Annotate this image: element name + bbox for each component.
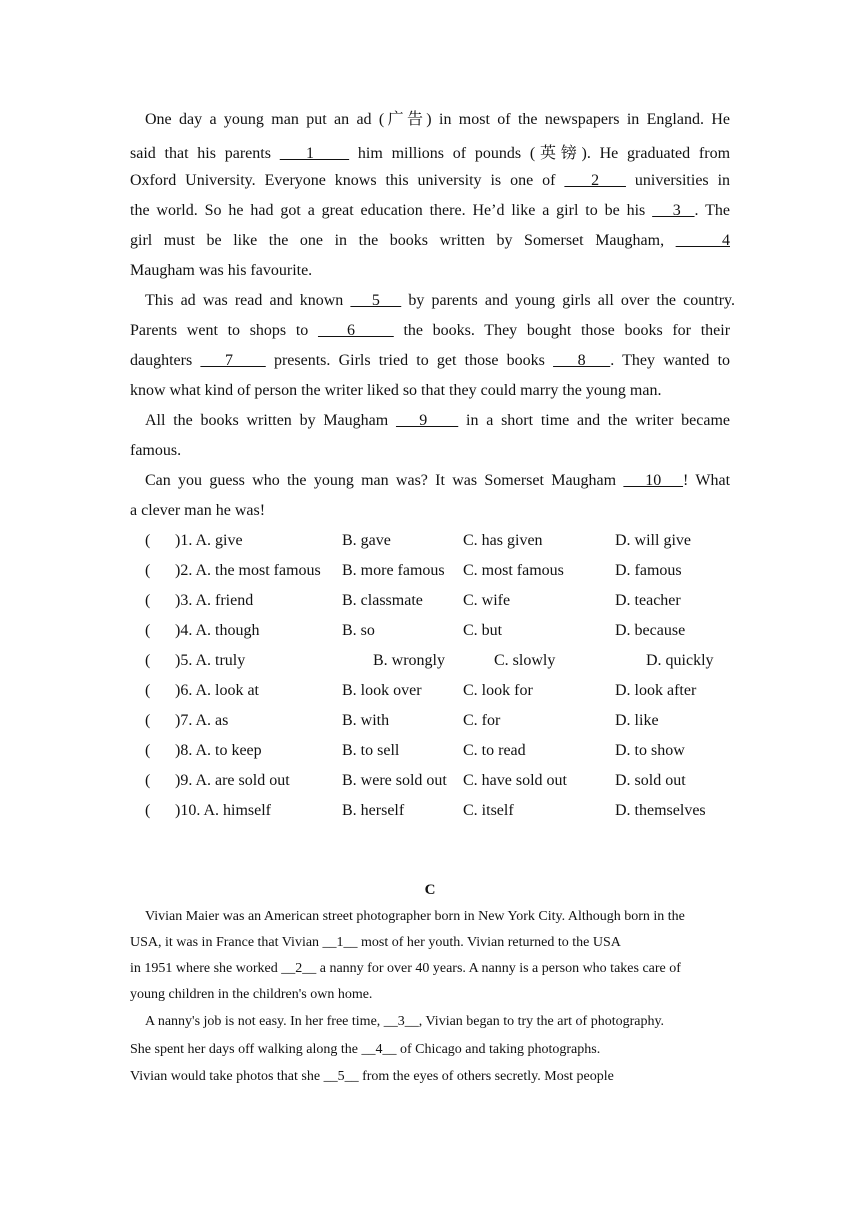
question-row: ( )4. A. though B. so C. but D. because [145,622,686,639]
question-row: ( )7. A. as B. with C. for D. like [145,712,659,729]
blank-3: 3 [652,202,695,219]
blank-c1: __1__ [322,935,358,950]
blank-5: 5 [350,292,402,309]
passage-line: know what kind of person the writer liked so that they could marry the young man. [130,382,662,399]
passage-line: Parents went to shops to 6 the books. They bought those books for their [130,322,731,339]
blank-10: 10 [623,472,684,489]
passage-line: famous. [130,442,182,459]
question-row: ( )9. A. are sold out B. were sold out C. have sold out D. sold out [145,772,686,789]
passage-line: Oxford University. Everyone knows this university is one of 2 universities in [130,172,731,189]
passage-line: a clever man he was! [130,502,266,519]
question-row: ( )1. A. give B. gave C. has given D. will give [145,532,691,549]
question-row: ( )2. A. the most famous B. more famous C. most famous D. famous [145,562,682,579]
passage-line: in 1951 where she worked __2__ a nanny for over 40 years. A nanny is a person who takes care of [130,961,681,976]
question-row: ( )10. A. himself B. herself C. itself D. themselves [145,802,706,819]
blank-c2: __2__ [281,961,317,976]
passage-line: said that his parents 1 him millions of pounds (英镑). He graduated from [130,145,731,162]
blank-8: 8 [553,352,611,369]
passage-line: girl must be like the one in the books written by Somerset Maugham, 4 [130,232,730,249]
passage-line: She spent her days off walking along the __4__ of Chicago and taking photographs. [130,1042,601,1057]
blank-9: 9 [395,412,459,429]
passage-line: Vivian would take photos that she __5__ from the eyes of others secretly. Most people [130,1069,614,1084]
passage-line: USA, it was in France that Vivian __1__ most of her youth. Vivian returned to the USA [130,935,621,950]
passage-line: One day a young man put an ad (广告) in most of the newspapers in England. He [145,111,730,128]
passage-line: the world. So he had got a great education there. He’d like a girl to be his 3 . The [130,202,731,219]
passage-line: Can you guess who the young man was? It was Somerset Maugham 10 ! What [145,472,731,489]
blank-4: 4 [675,232,730,249]
blank-c5: __5__ [323,1069,359,1084]
question-row: ( )3. A. friend B. classmate C. wife D. teacher [145,592,681,609]
section-title: C [424,882,436,898]
blank-2: 2 [564,172,626,189]
blank-c3: __3__ [383,1014,419,1029]
question-row: ( )5. A. truly B. wrongly C. slowly D. quickly [145,652,714,669]
passage-line: daughters 7 presents. Girls tried to get those books 8 . They wanted to [130,352,731,369]
blank-1: 1 [279,145,350,162]
passage-line: Vivian Maier was an American street photographer born in New York City. Although born in the [145,909,685,924]
passage-line: young children in the children's own home. [130,987,373,1002]
question-row: ( )6. A. look at B. look over C. look for D. look after [145,682,697,699]
passage-line: All the books written by Maugham 9 in a short time and the writer became [145,412,731,429]
passage-line: A nanny's job is not easy. In her free time, __3__, Vivian began to try the art of photography. [145,1014,665,1029]
passage-line: Maugham was his favourite. [130,262,313,279]
blank-7: 7 [200,352,266,369]
blank-c4: __4__ [361,1042,397,1057]
question-row: ( )8. A. to keep B. to sell C. to read D. to show [145,742,685,759]
passage-line: This ad was read and known 5 by parents and young girls all over the country. [145,292,735,309]
blank-6: 6 [317,322,394,339]
